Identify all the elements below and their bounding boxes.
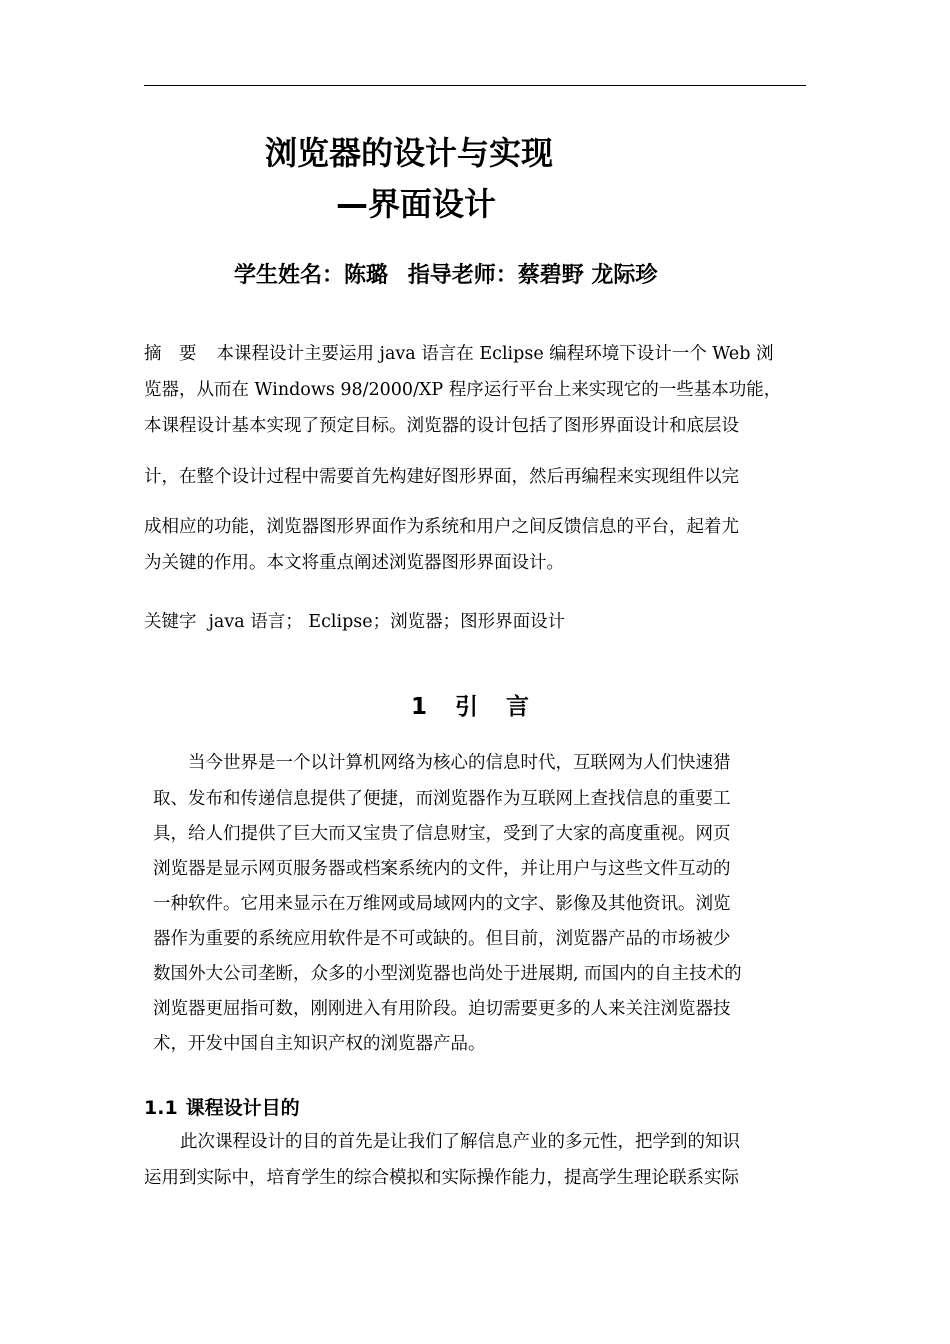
section-heading-introduction: 1 引 言: [410, 694, 540, 720]
purpose-line-2: 运用到实际中，培育学生的综合模拟和实际操作能力，提高学生理论联系实际: [144, 1168, 739, 1188]
intro-line-2: 取、发布和传递信息提供了便捷，而浏览器作为互联网上查找信息的重要工: [153, 789, 731, 809]
intro-line-8: 浏览器更屈指可数，刚刚进入有用阶段。迫切需要更多的人来关注浏览器技: [153, 999, 731, 1019]
keywords-label: 关键字: [144, 612, 197, 632]
purpose-line-1: 此次课程设计的目的首先是让我们了解信息产业的多元性，把学到的知识: [180, 1132, 740, 1152]
abstract-line-2: 览器，从而在 Windows 98/2000/XP 程序运行平台上来实现它的一些基本功能，: [144, 380, 782, 400]
header-rule: [144, 85, 806, 86]
student-name: 学生姓名：陈璐: [234, 263, 389, 288]
abstract-line-5: 成相应的功能，浏览器图形界面作为系统和用户之间反馈信息的平台，起着尤: [144, 517, 739, 537]
document-title: 浏览器的设计与实现: [265, 134, 554, 172]
intro-line-9: 术，开发中国自主知识产权的浏览器产品。: [153, 1034, 486, 1054]
intro-line-1: 当今世界是一个以计算机网络为核心的信息时代，互联网为人们快速猎: [188, 753, 731, 773]
author-line: [234, 258, 669, 289]
section-title: 课程设计目的: [185, 1097, 300, 1119]
keywords-text: java 语言； Eclipse；浏览器；图形界面设计: [208, 612, 566, 632]
abstract-line-4: 计，在整个设计过程中需要首先构建好图形界面，然后再编程来实现组件以完: [144, 467, 739, 487]
advisor-names: 指导老师：蔡碧野 龙际珍: [407, 263, 658, 288]
abstract-text: 本课程设计主要运用 java 语言在 Eclipse 编程环境下设计一个 Web 浏: [216, 344, 774, 364]
intro-line-7: 数国外大公司垄断，众多的小型浏览器也尚处于进展期, 而国内的自主技术的: [153, 964, 742, 984]
abstract-line-6: 为关键的作用。本文将重点阐述浏览器图形界面设计。: [144, 553, 564, 573]
intro-line-4: 浏览器是显示网页服务器或档案系统内的文件，并让用户与这些文件互动的: [153, 859, 731, 879]
abstract-line-3: 本课程设计基本实现了预定目标。浏览器的设计包括了图形界面设计和底层设: [144, 416, 739, 436]
abstract-line-1: [144, 340, 773, 365]
intro-line-5: 一种软件。它用来显示在万维网或局域网内的文字、影像及其他资讯。浏览: [153, 894, 731, 914]
section-heading-purpose: [144, 1093, 300, 1120]
section-number: 1.1: [144, 1097, 178, 1119]
abstract-label: 摘 要: [144, 344, 197, 364]
intro-line-6: 器作为重要的系统应用软件是不可或缺的。但目前，浏览器产品的市场被少: [153, 929, 731, 949]
document-subtitle: —界面设计: [336, 185, 497, 223]
keywords-line: [144, 608, 565, 633]
intro-line-3: 具，给人们提供了巨大而又宝贵了信息财宝，受到了大家的高度重视。网页: [153, 824, 731, 844]
